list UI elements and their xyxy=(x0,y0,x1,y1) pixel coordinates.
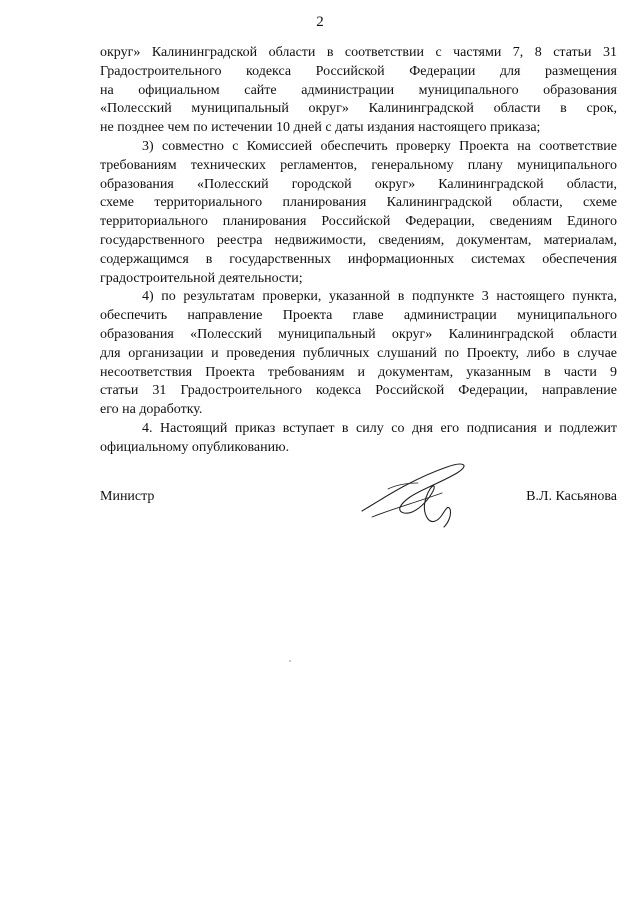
text-line: требованиям технических регламентов, генеральному плану муниципального xyxy=(100,157,617,173)
text-line: 4) по результатам проверки, указанной в подпункте 3 настоящего пункта, xyxy=(142,289,617,305)
signer-name: В.Л. Касьянова xyxy=(526,489,617,504)
text-line: 4. Настоящий приказ вступает в силу со дня его подписания и подлежит xyxy=(142,420,617,436)
text-line: образования «Полесский муниципальный округ» Калининградской области xyxy=(100,326,617,342)
text-line: Градостроительного кодекса Российской Федерации для размещения xyxy=(100,63,617,79)
text-line: территориального планирования Российской Федерации, сведениям Единого xyxy=(100,214,617,230)
text-line: официальному опубликованию. xyxy=(100,439,290,455)
text-line: содержащимся в государственных информационных системах обеспечения xyxy=(100,251,617,267)
text-line: не позднее чем по истечении 10 дней с даты издания настоящего приказа; xyxy=(100,120,541,136)
paragraph xyxy=(100,420,617,458)
text-line: округ» Калининградской области в соответствии с частями 7, 8 статьи 31 xyxy=(100,45,617,60)
document-body xyxy=(100,44,617,458)
text-line: схеме территориального планирования Калининградской области, схеме xyxy=(100,195,617,211)
text-line: для организации и проведения публичных слушаний по Проекту, либо в случае xyxy=(100,345,617,361)
text-line: несоответствия Проекта требованиям и документам, указанным в части 9 xyxy=(100,364,617,380)
scan-speck xyxy=(289,660,291,662)
handwritten-signature xyxy=(352,459,472,529)
text-line: 3) совместно с Комиссией обеспечить проверку Проекта на соответствие xyxy=(142,138,617,154)
paragraph xyxy=(100,44,617,138)
paragraph xyxy=(100,138,617,288)
signer-title: Министр xyxy=(100,489,155,504)
text-line: обеспечить направление Проекта главе администрации муниципального xyxy=(100,308,617,324)
signature-block xyxy=(100,489,617,529)
text-line: его на доработку. xyxy=(100,402,203,418)
text-line: образования «Полесский городской округ» Калининградской области, xyxy=(100,176,617,192)
paragraph xyxy=(100,288,617,420)
page-number: 2 xyxy=(316,14,324,30)
text-line: градостроительной деятельности; xyxy=(100,270,303,286)
text-line: «Полесский муниципальный округ» Калининградской области в срок, xyxy=(100,101,617,117)
text-line: государственного реестра недвижимости, сведениям, документам, материалам, xyxy=(100,232,617,248)
text-line: статьи 31 Градостроительного кодекса Российской Федерации, направление xyxy=(100,383,617,399)
text-line: на официальном сайте администрации муниципального образования xyxy=(100,82,617,98)
